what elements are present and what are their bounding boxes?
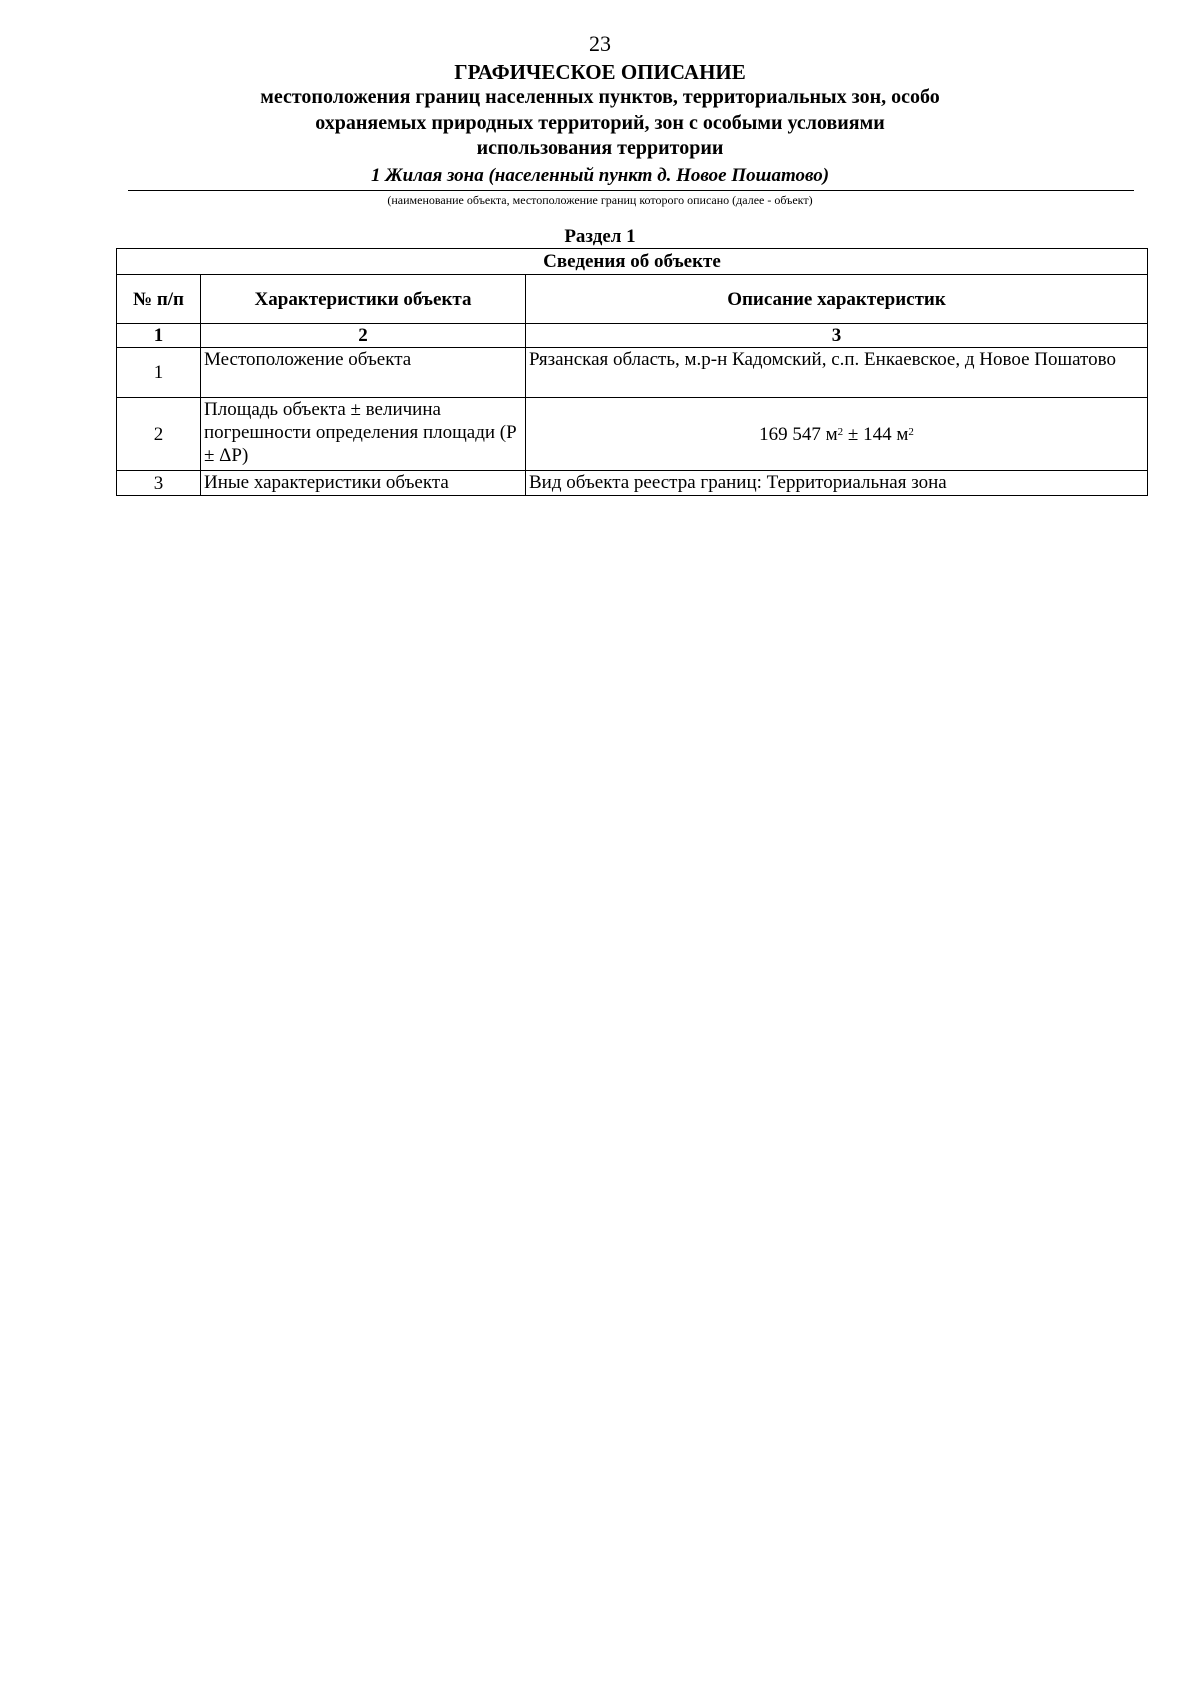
document-subtitle: местоположения границ населенных пунктов, территориальных зон, особо охраняемых природных территорий, зон с особыми условиями использования территории xyxy=(260,86,940,159)
row-characteristic: Местоположение объекта xyxy=(201,348,526,398)
table-header-row xyxy=(117,275,1148,324)
row-number: 1 xyxy=(117,348,201,398)
table-row xyxy=(117,348,1148,398)
document-title: ГРАФИЧЕСКОЕ ОПИСАНИЕ xyxy=(454,60,746,84)
table-caption-row xyxy=(117,249,1148,275)
row-characteristic: Площадь объекта ± величина погрешности определения площади (P ± ΔP) xyxy=(201,398,526,471)
row-characteristic: Иные характеристики объекта xyxy=(201,471,526,496)
table-caption: Сведения об объекте xyxy=(117,249,1148,275)
error-unit-exponent: 2 xyxy=(908,425,914,438)
table-row xyxy=(117,398,1148,471)
page-number: 23 xyxy=(589,31,611,56)
area-value: 169 547 м xyxy=(759,423,838,445)
row-number: 3 xyxy=(117,471,201,496)
row-description: Рязанская область, м.р-н Кадомский, с.п. Енкаевское, д Новое Пошатово xyxy=(526,348,1148,398)
row-description: Вид объекта реестра границ: Территориальная зона xyxy=(526,471,1148,496)
object-info-table xyxy=(116,248,1148,496)
column-number: 1 xyxy=(117,324,201,348)
column-number: 2 xyxy=(201,324,526,348)
object-name-underline xyxy=(128,190,1134,191)
row-number: 2 xyxy=(117,398,201,471)
column-number-row xyxy=(117,324,1148,348)
header-characteristic: Характеристики объекта xyxy=(201,275,526,324)
column-number: 3 xyxy=(526,324,1148,348)
object-name-caption: (наименование объекта, местоположение границ которого описано (далее - объект) xyxy=(387,193,813,207)
table-row xyxy=(117,471,1148,496)
header-description: Описание характеристик xyxy=(526,275,1148,324)
section-title: Раздел 1 xyxy=(564,226,636,247)
area-error: ± 144 м xyxy=(843,423,909,445)
area-unit-exponent: 2 xyxy=(837,425,844,438)
row-description xyxy=(526,398,1148,471)
object-name: 1 Жилая зона (населенный пункт д. Новое Пошатово) xyxy=(370,165,830,186)
header-number: № п/п xyxy=(117,275,201,324)
